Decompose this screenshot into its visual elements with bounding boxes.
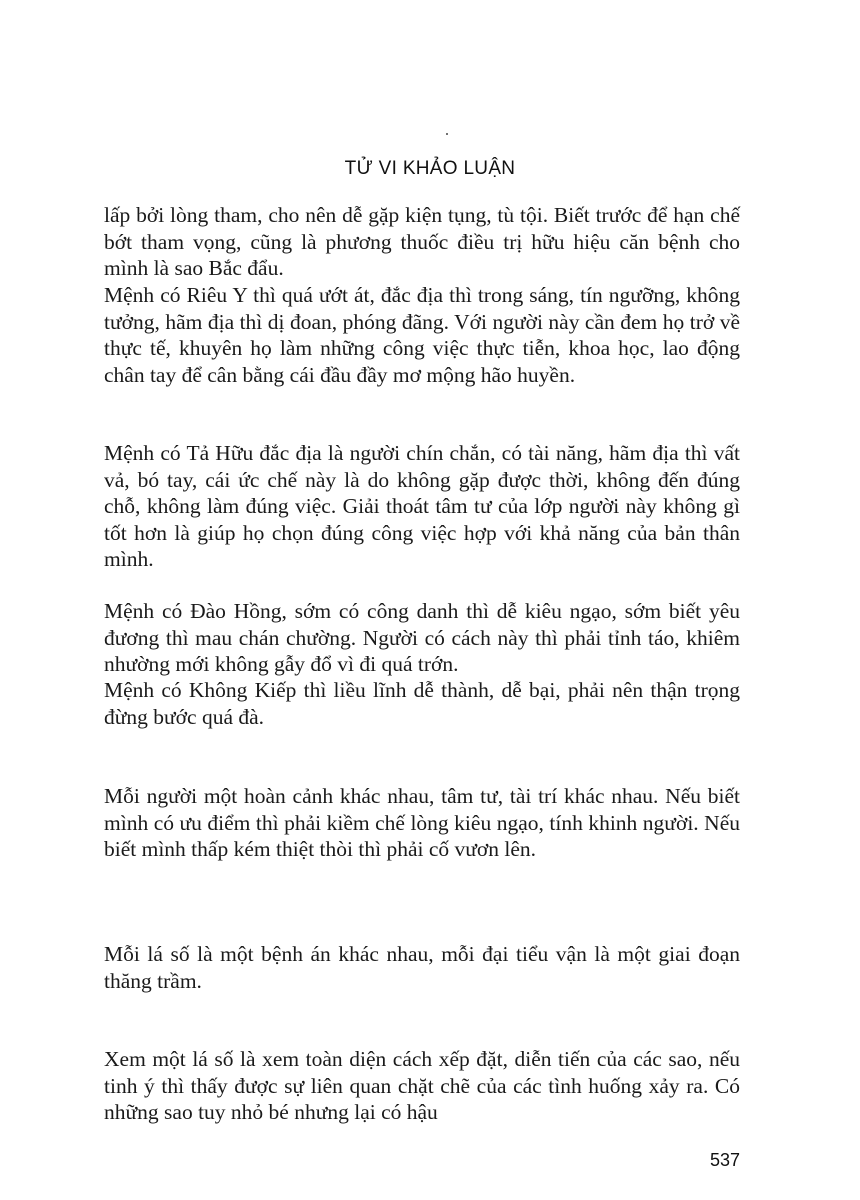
paragraph-6 — [104, 783, 740, 863]
running-head: TỬ VI KHẢO LUẬN — [344, 158, 516, 179]
paragraph-text: Mệnh có Riêu Y thì quá ướt át, đắc địa thì trong sáng, tín ngưỡng, không tưởng, hãm địa thì dị đoan, phóng đãng. Với người này cần đem họ trở về thực tế, khuyên họ làm những công việc thực tiễn, khoa học, lao động chân tay để cân bằng cái đầu đầy mơ mộng hão huyền. — [104, 283, 740, 387]
paragraph-text: Mệnh có Đào Hồng, sớm có công danh thì dễ kiêu ngạo, sớm biết yêu đương thì mau chán chường. Người có cách này thì phải tỉnh táo, khiêm nhường mới không gẫy đổ vì đi quá trớn. — [104, 599, 740, 676]
paragraph-8 — [104, 1046, 740, 1126]
paragraph-3 — [104, 440, 740, 573]
paragraph-7 — [104, 941, 740, 994]
paragraph-text: Mỗi người một hoàn cảnh khác nhau, tâm tư, tài trí khác nhau. Nếu biết mình có ưu điểm thì phải kiềm chế lòng kiêu ngạo, tính khinh người. Nếu biết mình thấp kém thiệt thòi thì phải cố vươn lên. — [104, 784, 740, 861]
paragraph-text: Mỗi lá số là một bệnh án khác nhau, mỗi đại tiểu vận là một giai đoạn thăng trầm. — [104, 942, 740, 993]
scan-speck — [446, 133, 448, 135]
paragraph-5 — [104, 677, 740, 730]
paragraph-text: Mệnh có Tả Hữu đắc địa là người chín chắn, có tài năng, hãm địa thì vất vả, bó tay, cái ức chế này là do không gặp được thời, không đến đúng chỗ, không làm đúng việc. Giải thoát tâm tư của lớp người này không gì tốt hơn là giúp họ chọn đúng công việc hợp với khả năng của bản thân mình. — [104, 441, 740, 571]
page-number: 537 — [709, 1150, 740, 1170]
paragraph-text: lấp bởi lòng tham, cho nên dễ gặp kiện tụng, tù tội. Biết trước để hạn chế bớt tham vọng, cũng là phương thuốc điều trị hữu hiệu căn bệnh cho mình là sao Bắc đẩu. — [104, 203, 740, 280]
paragraph-2 — [104, 282, 740, 388]
paragraph-1 — [104, 202, 740, 282]
paragraph-text: Mệnh có Không Kiếp thì liều lĩnh dễ thành, dễ bại, phải nên thận trọng đừng bước quá đà. — [104, 678, 740, 729]
paragraph-text: Xem một lá số là xem toàn diện cách xếp đặt, diễn tiến của các sao, nếu tinh ý thì thấy được sự liên quan chặt chẽ của các tình huống xảy ra. Có những sao tuy nhỏ bé nhưng lại có hậu — [104, 1047, 740, 1124]
paragraph-4 — [104, 598, 740, 678]
